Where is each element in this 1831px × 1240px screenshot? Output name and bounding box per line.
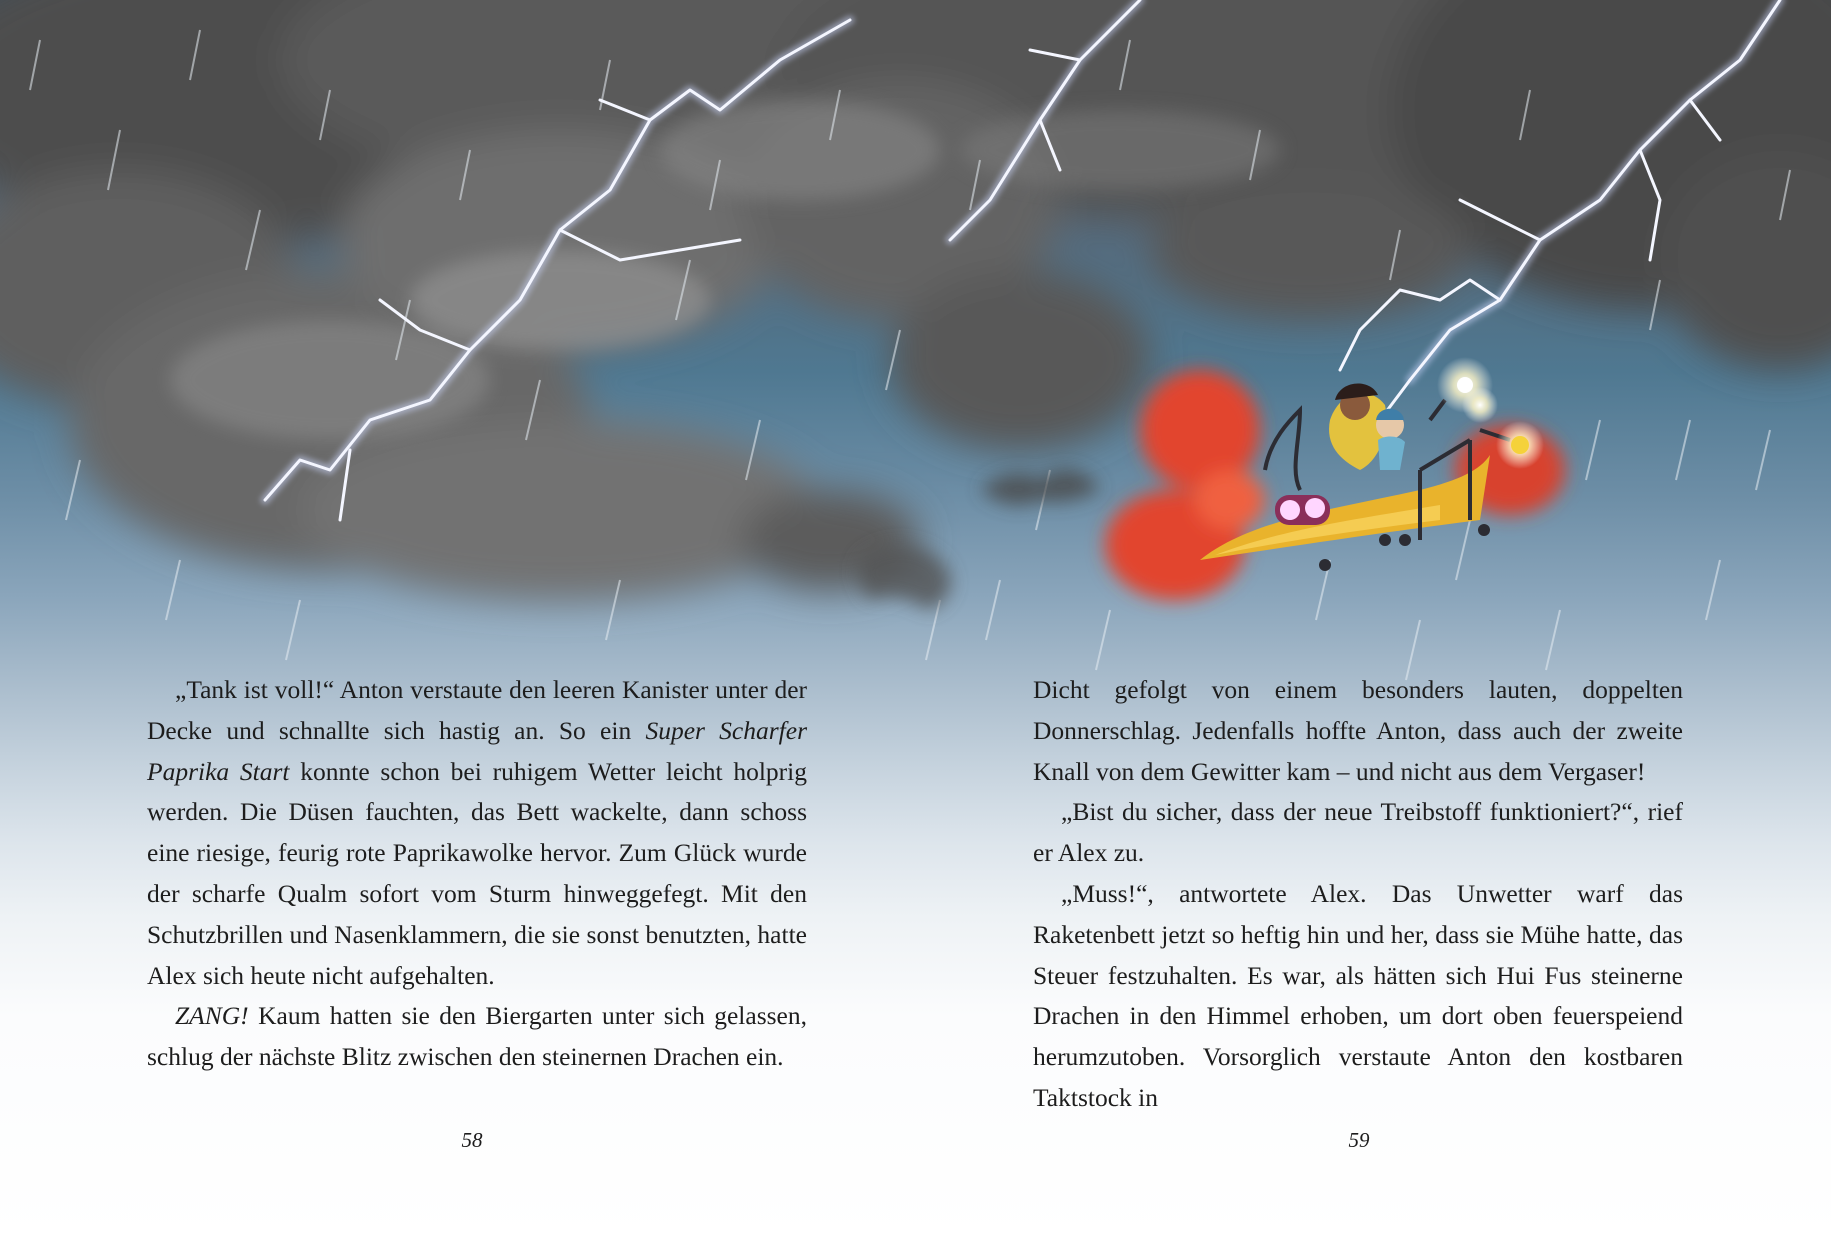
left-paragraph-2-text: Kaum hatten sie den Biergarten unter sich gelassen, schlug der nächste Blitz zwischen den steinernen Drachen ein.: [147, 1001, 807, 1072]
page-number-left: 58: [461, 1128, 483, 1152]
storm-clouds: [0, 0, 1831, 600]
left-paragraph-1-text-b: konnte schon bei ruhigem Wetter leicht holprig werden. Die Düsen fauchten, das Bett wackelte, dann schoss eine riesige, feurig rote Paprikawolke hervor. Zum Glück wurde der scharfe Qualm sofort vom Sturm hinweggefegt. Mit den Schutzbrillen und Nasenklammern, die sie sonst benutzten, hatte Alex sich heute nicht aufgehalten.: [147, 756, 807, 990]
right-paragraph-3: „Muss!“, antwortete Alex. Das Unwetter warf das Raketenbett jetzt so heftig hin und her, dass sie Mühe hatte, das Steuer festzuhalten. Es war, als hätten sich Hui Fus steinerne Drachen in den Himmel erhoben, um dort oben feuerspeiend herumzutoben. Vorsorglich verstaute Anton den kostbaren Taktstock in: [1033, 878, 1683, 1112]
left-paragraph-2-italic: ZANG!: [175, 1001, 249, 1031]
right-page-body: [1033, 670, 1683, 1119]
left-page-body: [147, 670, 807, 1078]
page-number-right: 59: [1348, 1128, 1370, 1152]
right-paragraph-1: Dicht gefolgt von einem besonders lauten, doppelten Donnerschlag. Jedenfalls hoffte Anton, dass auch der zweite Knall von dem Gewitter kam – und nicht aus dem Vergaser!: [1033, 675, 1683, 786]
left-paragraph-2: [147, 996, 807, 1078]
right-paragraph-2: „Bist du sicher, dass der neue Treibstoff funktioniert?“, rief er Alex zu.: [1033, 797, 1683, 868]
left-paragraph-1: [147, 670, 807, 996]
left-paragraph-1-italic: Super Scharfer Paprika Start: [147, 715, 807, 786]
left-paragraph-1-text-a: „Tank ist voll!“ Anton verstaute den leeren Kanister unter der Decke und schnallte sich hastig an. So ein: [147, 675, 807, 745]
